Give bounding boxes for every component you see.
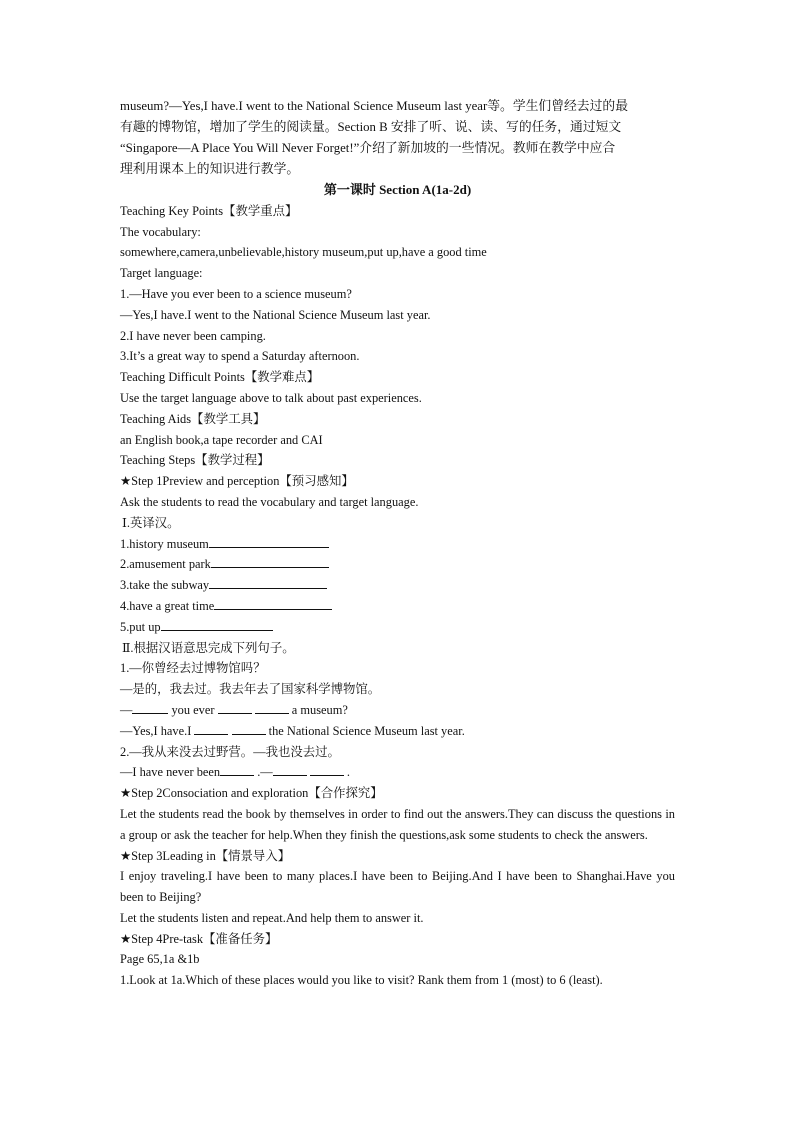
exercise-item (120, 617, 675, 638)
exercise-part2-title: Ⅱ.根据汉语意思完成下列句子。 (122, 640, 295, 655)
answer-en (120, 721, 675, 742)
key-points-heading: Teaching Key Points【教学重点】 (120, 203, 298, 218)
answer-blank[interactable] (310, 763, 344, 776)
exercise-item-text: 2.amusement park (120, 557, 211, 572)
step4-heading: ★Step 4Pre-task【准备任务】 (120, 931, 278, 946)
difficult-points-heading: Teaching Difficult Points【教学难点】 (120, 370, 320, 385)
target-sentence: 1.—Have you ever been to a science museum? (120, 286, 352, 301)
step2-text: Let the students read the book by themselves in order to find out the answers.They can discuss the questions in a group or ask the teacher for help.When they finish the questions,ask some students to check the answers. (120, 806, 675, 842)
answer-blank[interactable] (220, 763, 254, 776)
answer-blank[interactable] (132, 701, 168, 714)
difficult-points-text: Use the target language above to talk about past experiences. (120, 390, 422, 405)
answer-blank[interactable] (214, 597, 332, 610)
question-en (120, 700, 675, 721)
teaching-steps-heading: Teaching Steps【教学过程】 (120, 453, 270, 468)
exercise-item (120, 596, 675, 617)
intro-line: 有趣的博物馆，增加了学生的阅读量。Section B 安排了听、说、读、写的任务，通过短文 (120, 120, 622, 134)
step2-heading: ★Step 2Consociation and exploration【合作探究】 (120, 786, 383, 801)
target-language-label: Target language: (120, 266, 203, 281)
answer-blank[interactable] (273, 763, 307, 776)
question-text: you ever (168, 702, 218, 717)
answer-blank[interactable] (194, 722, 228, 735)
answer-blank[interactable] (161, 618, 273, 631)
vocab-label: The vocabulary: (120, 224, 201, 239)
intro-line: “Singapore—A Place You Will Never Forget!”介绍了新加坡的一些情况。教师在教学中应合 (120, 141, 616, 155)
target-sentence: —Yes,I have.I went to the National Science Museum last year. (120, 307, 431, 322)
answer-blank[interactable] (232, 722, 266, 735)
answer-blank[interactable] (209, 535, 329, 548)
step4-text: 1.Look at 1a.Which of these places would you like to visit? Rank them from 1 (most) to 6 (least). (120, 973, 603, 988)
exercise-part1-title: Ⅰ.英译汉。 (122, 515, 180, 530)
question-text: — (120, 702, 133, 717)
answer-blank[interactable] (209, 576, 327, 589)
question-text: the National Science Museum last year. (265, 723, 465, 738)
question-text: —Yes,I have.I (120, 723, 195, 738)
step4-page-ref: Page 65,1a &1b (120, 952, 200, 967)
intro-paragraph (120, 96, 675, 180)
question-text: a museum? (288, 702, 348, 717)
question-text: . (343, 765, 351, 780)
step3-heading: ★Step 3Leading in【情景导入】 (120, 848, 291, 863)
step1-heading: ★Step 1Preview and perception【预习感知】 (120, 474, 354, 489)
question-cn: 1.—你曾经去过博物馆吗？ (120, 661, 266, 676)
question-text: —I have never been (120, 765, 221, 780)
target-sentence: 2.I have never been camping. (120, 328, 266, 343)
vocab-list: somewhere,camera,unbelievable,history museum,put up,have a good time (120, 245, 487, 260)
intro-line: museum?—Yes,I have.I went to the National Science Museum last year等。学生们曾经去过的最 (120, 99, 628, 113)
question-en (120, 762, 675, 783)
exercise-item-text: 1.history museum (120, 536, 209, 551)
step1-text: Ask the students to read the vocabulary and target language. (120, 494, 419, 509)
exercise-item-text: 3.take the subway (120, 578, 210, 593)
document-content (120, 96, 675, 991)
exercise-item (120, 534, 675, 555)
intro-line: 理利用课本上的知识进行教学。 (120, 162, 300, 176)
exercise-item-text: 4.have a great time (120, 598, 215, 613)
section-title: 第一课时 Section A(1a-2d) (323, 182, 472, 197)
teaching-aids-heading: Teaching Aids【教学工具】 (120, 411, 266, 426)
target-sentence: 3.It’s a great way to spend a Saturday afternoon. (120, 349, 360, 364)
teaching-aids-text: an English book,a tape recorder and CAI (120, 432, 323, 447)
answer-blank[interactable] (218, 701, 252, 714)
question-cn: —是的，我去过。我去年去了国家科学博物馆。 (120, 682, 381, 697)
exercise-item (120, 575, 675, 596)
exercise-item (120, 554, 675, 575)
step3-text2: Let the students listen and repeat.And help them to answer it. (120, 910, 424, 925)
question-cn: 2.—我从来没去过野营。—我也没去过。 (120, 744, 340, 759)
exercise-item-text: 5.put up (120, 619, 161, 634)
answer-blank[interactable] (211, 555, 329, 568)
question-text: .— (254, 765, 273, 780)
answer-blank[interactable] (255, 701, 289, 714)
step3-text: I enjoy traveling.I have been to many places.I have been to Beijing.And I have been to Shanghai.Have you been to Beijing? (120, 869, 675, 905)
